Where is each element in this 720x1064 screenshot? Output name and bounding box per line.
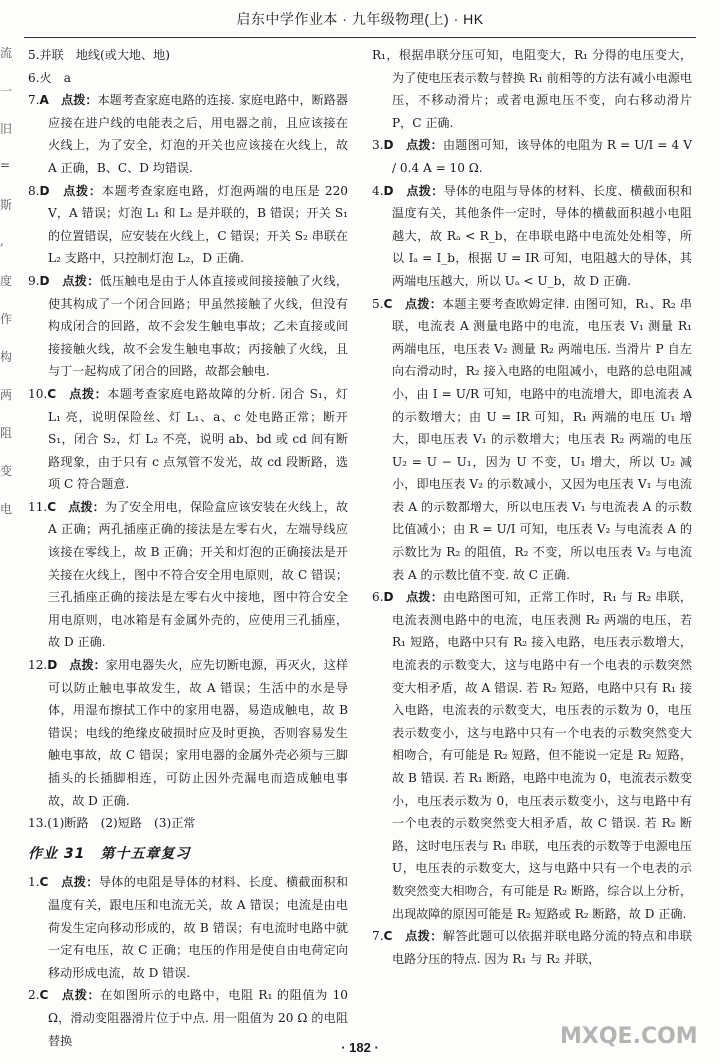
answer-text: 导体的电阻是导体的材料、长度、横截面积和温度有关，跟电压和电流无关，故 A 错误；电流是由电荷发生定向移动形成的，故 B 错误；有电流时电路中就一定有电压，故 C 正确；电压的作用是使自由电荷定向移动形成电流，故 D 错误. bbox=[48, 875, 348, 980]
answer-number: 2. bbox=[28, 988, 40, 1003]
answer-text: 本题考查家庭电路，灯泡两端的电压是 220 V，A 错误；灯泡 L₁ 和 L₂ 是并联的，B 错误；开关 S₁ 的位置错误，应安装在火线上，C 错误；开关 S₂ 串联在 L₂ 支路中，只控制灯泡 L₂，D 正确. bbox=[48, 183, 348, 266]
watermark: MXQE.COM bbox=[560, 1024, 698, 1049]
answer-text: 本题主要考查欧姆定律. 由图可知，R₁、R₂ 串联，电流表 A 测量电路中的电流，电压表 V₁ 测量 R₁ 两端电压，电压表 V₂ 测量 R₂ 两端电压. 当滑片 P 自左向右滑动时，R₂ 接入电路的电阻减小，电路的总电阻减小，由 I = U/R 可知，电路中的电流增大，即电流表 A 的示数增大；由 U = IR 可知，R₁ 两端的电压 U₁ 增大，即电压表 V₁ 的示数增大；电压表 R₂ 两端的电压 U₂ = U − U₁，因为 U 不变，U₁ 增大，所以 U₂ 减小，即电压表 V₂ 的示数减小，又因为电压表 V₁ 与电流表 A 的示数都增大，所以电压表 V₁ 与电流表 A 的示数比值减小；由 R = U/I 可知，电压表 V₂ 与电流表 A 的示数比为 R₂ 的阻值，R₂ 不变，所以电压表 V₂ 与电流表 A 的示数比值不变. 故 C 正确. bbox=[392, 296, 692, 582]
answer-hint: C 点拨： bbox=[39, 875, 99, 890]
section-title: 作业 31 第十五章复习 bbox=[28, 845, 191, 862]
margin-char: 阻 bbox=[0, 426, 13, 440]
answer-number: 11. bbox=[28, 499, 48, 514]
answer-item bbox=[372, 44, 692, 134]
margin-char: = bbox=[0, 158, 11, 172]
answer-hint: D 点拨： bbox=[39, 183, 102, 198]
answer-number: 4. bbox=[372, 183, 384, 198]
answer-item bbox=[28, 812, 348, 835]
answer-item bbox=[372, 586, 692, 925]
answer-item bbox=[28, 871, 348, 984]
answer-item bbox=[28, 383, 348, 496]
answer-number: 5. bbox=[28, 48, 40, 62]
answer-item bbox=[28, 654, 348, 812]
answer-number: 8. bbox=[28, 183, 40, 198]
answer-number: 12. bbox=[28, 658, 48, 673]
answer-text: 本题考查家庭电路故障的分析. 闭合 S₁，灯 L₁ 亮，说明保险丝、灯 L₁、a、c 处电路正常；断开 S₁，闭合 S₂，灯 L₂ 不亮，说明 ab、bd 或 cd 间有断路现象，由于只有 c 点氖管不发光，故 cd 段断路，选项 C 符合题意. bbox=[48, 386, 348, 492]
answer-item bbox=[372, 925, 692, 970]
answer-hint: C 点拨： bbox=[47, 499, 105, 514]
margin-char: , bbox=[0, 234, 4, 248]
answer-item bbox=[28, 67, 348, 90]
answer-text: 家用电器失火，应先切断电源，再灭火，这样可以防止触电事故发生，故 A 错误；生活中的水是导体，用湿布擦拭工作中的家用电器，易造成触电，故 B 错误；电线的绝缘皮破损时应及时更换，否则容易发生触电事故，故 C 错误；家用电器的金属外壳必须与三脚插头的长插脚相连，可防止因外壳漏电而造成触电事故，故 D 正确. bbox=[48, 658, 348, 808]
margin-strip bbox=[0, 44, 16, 604]
answer-hint: D 点拨： bbox=[39, 273, 100, 288]
page-header: 启东中学作业本 · 九年级物理(上) · HK bbox=[0, 0, 720, 40]
margin-char: 变 bbox=[0, 464, 13, 478]
margin-char: 一 bbox=[0, 84, 13, 98]
answer-number: 7. bbox=[28, 93, 40, 108]
answer-number: 10. bbox=[28, 386, 48, 401]
answer-text: 解答此题可以依据并联电路分流的特点和串联电路分压的特点. 因为 R₁ 与 R₂ 并联， bbox=[392, 929, 692, 966]
answer-item bbox=[28, 496, 348, 654]
margin-char: 度 bbox=[0, 274, 13, 288]
answer-number: 5. bbox=[372, 296, 384, 311]
answer-text: 低压触电是由于人体直接或间接接触了火线，使其构成了一个闭合回路；甲虽然接触了火线，但没有构成闭合的回路，故不会发生触电事故；乙未直接或间接接触火线，故不会发生触电事故；丙接触了火线，且与丁一起构成了闭合的回路，故都会触电. bbox=[48, 273, 348, 379]
right-column bbox=[372, 44, 692, 970]
answer-number: 1. bbox=[28, 875, 40, 890]
answer-hint: D 点拨： bbox=[383, 183, 444, 198]
answer-item bbox=[372, 180, 692, 293]
margin-char: 两 bbox=[0, 388, 13, 402]
answer-text: 在如图所示的电路中，电阻 R₁ 的阻值为 10 Ω，滑动变阻器滑片位于中点. 用一阻值为 20 Ω 的电阻替换 bbox=[48, 988, 348, 1048]
margin-char: 旧 bbox=[0, 122, 13, 136]
answer-item bbox=[28, 180, 348, 270]
answer-item bbox=[372, 293, 692, 587]
answer-hint: D 点拨： bbox=[47, 658, 106, 673]
answer-text: 并联 地线(或大地、地) bbox=[39, 48, 170, 62]
answer-text: 由电路图可知，正常工作时，R₁ 与 R₂ 串联，电流表测电路中的电流，电压表测 R₂ 两端的电压，若 R₁ 短路，电路中只有 R₂ 接入电路，电压表示数增大，电流表的示数变大，这与电路中有一个电表的示数突然变大相矛盾，故 A 错误. 若 R₂ 短路，电路中只有 R₁ 接入电路，电流表的示数变大，电压表的示数为 0，电压表示数变小，这与电路中只有一个电表的示数突然变大相吻合，有可能是 R₂ 短路，但不能说一定是 R₂ 短路，故 B 错误. 若 R₁ 断路，电路中电流为 0，电流表示数变小，电压表示数为 0，电压表示数变小，这与电路中有一个电表的示数突然变大相矛盾，故 C 错误. 若 R₂ 断路，这时电压表与 R₁ 串联，电压表的示数等于电源电压 U，电压表的示数变大，这与电路中只有一个电表的示数突然变大相吻合，有可能是 R₂ 断路，综合以上分析，出现故障的原因可能是 R₂ 短路或 R₂ 断路，故 D 正确. bbox=[392, 590, 692, 921]
answer-text: 导体的电阻与导体的材料、长度、横截面积和温度有关，其他条件一定时，导体的横截面积越小电阻越大，故 Rₐ < R_b，在串联电路中电流处处相等，所以 Iₐ = I_b，根据 U = IR 可知，电阻越大的导体，其两端电压越大，所以 Uₐ < U_b，故 D 正确. bbox=[392, 183, 692, 288]
answer-number: 6. bbox=[372, 590, 384, 605]
answer-text: 为了安全用电，保险盒应该安装在火线上，故 A 正确；两孔插座正确的接法是左零右火，左端导线应该接在零线上，故 B 正确；开关和灯泡的正确接法是开关接在火线上，图中不符合安全用电原则，故 C 错误；三孔插座正确的接法是左零右火中接地，图中符合安全用电原则，电冰箱是有金属外壳的，应使用三孔插座，故 D 正确. bbox=[48, 499, 348, 650]
page-number: · 182 · bbox=[341, 1040, 379, 1055]
margin-char: 构 bbox=[0, 350, 13, 364]
answer-text: 火 a bbox=[39, 70, 71, 85]
answer-number: 6. bbox=[28, 70, 40, 85]
margin-char: 电 bbox=[0, 502, 13, 516]
answer-hint: C 点拨： bbox=[383, 929, 443, 944]
answer-item bbox=[28, 89, 348, 179]
answer-number: 3. bbox=[372, 138, 384, 153]
answer-text: 本题考查家庭电路的连接. 家庭电路中，断路器应接在进户线的电能表之后，用电器之前，且应该接在火线上，为了安全，灯泡的开关也应该接在火线上，故 A 正确，B、C、D 均错误. bbox=[48, 93, 348, 175]
left-column bbox=[28, 44, 348, 1052]
answer-text: 由题图可知，该导体的电阻为 R = U/I = 4 V / 0.4 A = 10 Ω. bbox=[392, 138, 692, 175]
margin-char: 斯 bbox=[0, 198, 13, 212]
answer-hint: C 点拨： bbox=[47, 386, 108, 401]
answer-hint: C 点拨： bbox=[39, 988, 101, 1003]
margin-char: 流 bbox=[0, 46, 13, 60]
answer-hint: C 点拨： bbox=[383, 296, 443, 311]
answer-text: R₁，根据串联分压可知，电阻变大，R₁ 分得的电压变大，为了使电压表示数与替换 R₁ 前相等的方法有减小电源电压，不移动滑片；或者电源电压不变，向右移动滑片 P，C 正确. bbox=[372, 48, 692, 130]
answer-hint: A 点拨： bbox=[39, 93, 98, 108]
answer-number: 13. bbox=[28, 816, 48, 831]
answer-item bbox=[372, 134, 692, 179]
answer-number: 7. bbox=[372, 929, 384, 944]
answer-text: (1)断路 (2)短路 (3)正常 bbox=[47, 816, 196, 831]
answer-hint: D 点拨： bbox=[383, 590, 443, 605]
answer-number: 9. bbox=[28, 273, 40, 288]
answer-item bbox=[28, 44, 348, 67]
answer-hint: D 点拨： bbox=[383, 138, 443, 153]
answer-item bbox=[28, 270, 348, 383]
margin-char: 作 bbox=[0, 312, 13, 326]
